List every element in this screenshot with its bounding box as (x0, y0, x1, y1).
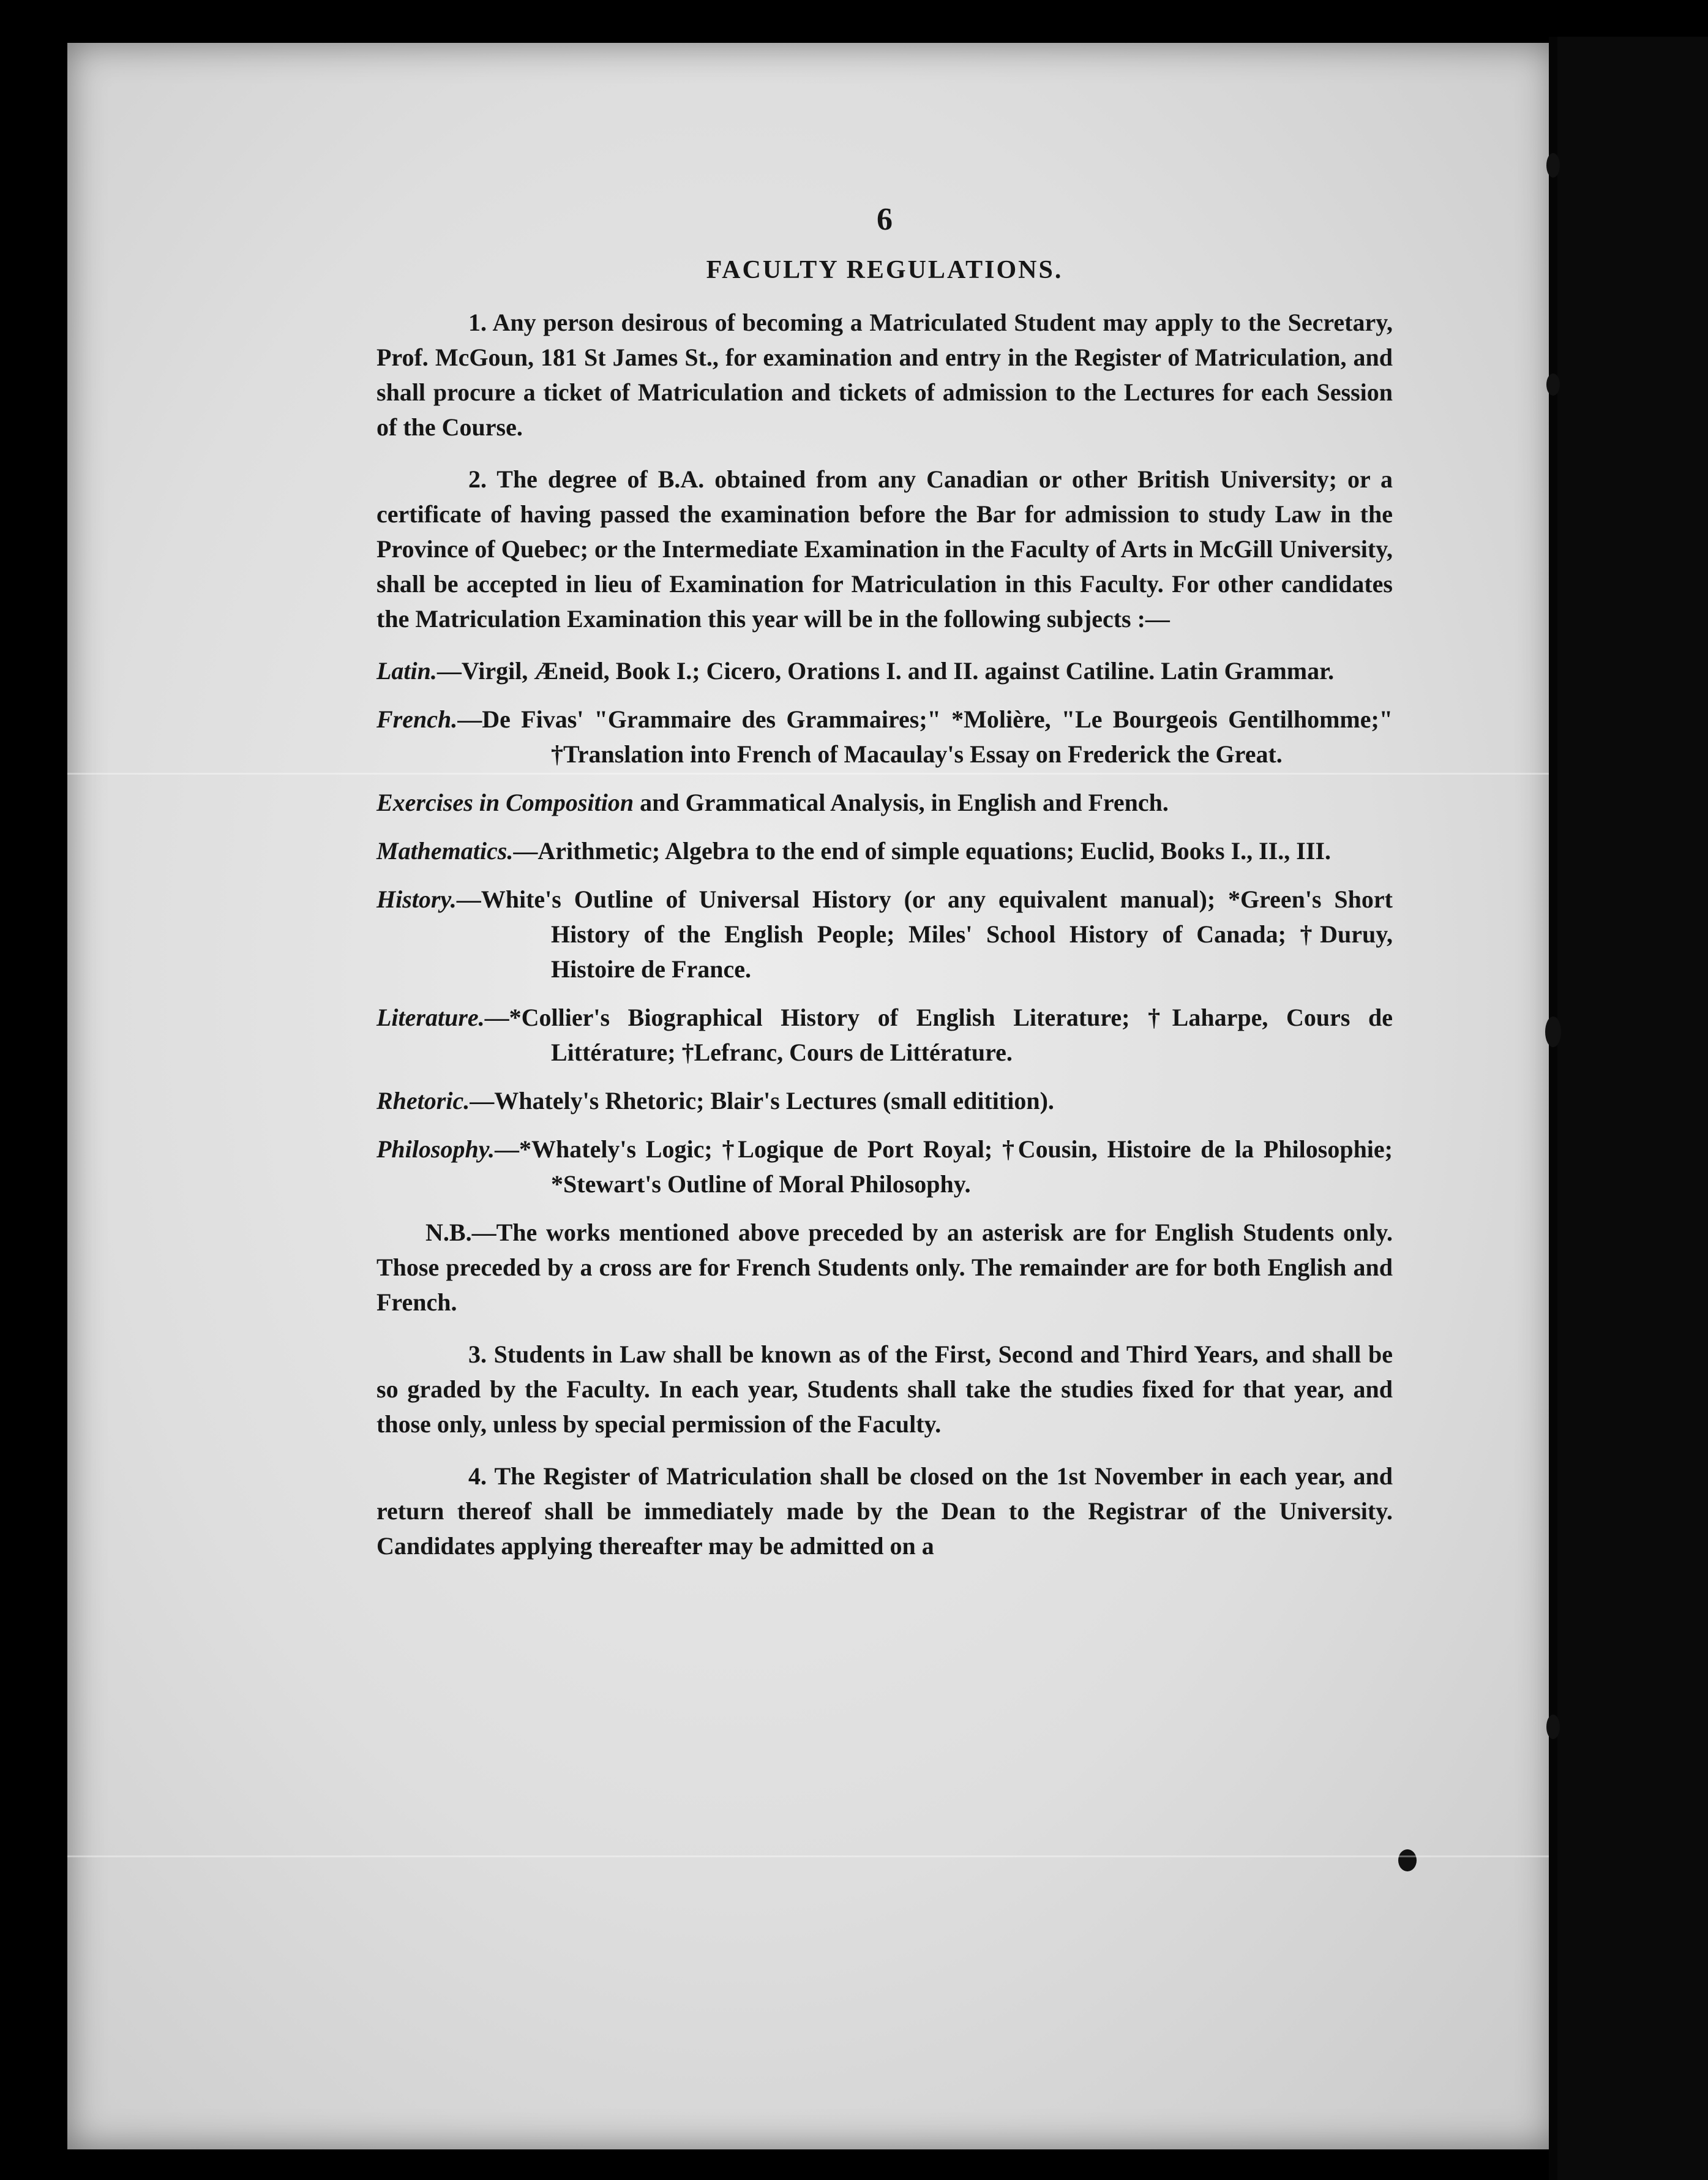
ink-blot (1546, 1715, 1560, 1739)
subject-literature (376, 1000, 1393, 1070)
subject-label: Latin. (376, 657, 437, 685)
ink-blot (1546, 374, 1560, 396)
subject-philosophy (376, 1132, 1393, 1201)
regulation-1: 1. Any person desirous of becoming a Matriculated Student may apply to the Secretary, Prof. McGoun, 181 St James St., for examination and entry in the Register of Matriculation, and shall procure a ticket of Matriculation and tickets of admission to the Lectures for each Session of the Course. (376, 309, 1393, 441)
regulation-2: 2. The degree of B.A. obtained from any Canadian or other British University; or a certificate of having passed the examination before the Bar for admission to study Law in the Province of Quebec; or the Intermediate Examination in the Faculty of Arts in McGill University, shall be accepted in lieu of Examination for Matriculation in this Faculty. For other candidates the Matriculation Examination this year will be in the following subjects :— (376, 465, 1393, 633)
subject-text: —De Fivas' "Grammaire des Grammaires;" *Molière, "Le Bourgeois Gentilhomme;" †Translation into French of Macaulay's Essay on Frederick the Great. (457, 705, 1393, 768)
subject-label: History. (376, 885, 457, 913)
ink-blot (1545, 1017, 1561, 1047)
subject-text: —*Collier's Biographical History of English Literature; †Laharpe, Cours de Littérature; †Lefranc, Cours de Littérature. (484, 1004, 1393, 1066)
subject-history (376, 882, 1393, 987)
subject-rhetoric (376, 1083, 1393, 1118)
page-content (376, 202, 1393, 1581)
subject-text: —Virgil, Æneid, Book I.; Cicero, Orations I. and II. against Catiline. Latin Grammar. (436, 657, 1335, 685)
subject-text: —Arithmetic; Algebra to the end of simple equations; Euclid, Books I., II., III. (513, 837, 1331, 865)
subject-label: Mathematics. (376, 837, 514, 865)
page-number: 6 (877, 202, 893, 237)
subject-label: Rhetoric. (376, 1087, 470, 1114)
subject-label: Literature. (376, 1004, 485, 1031)
ink-blot (1546, 153, 1560, 178)
subject-text: —Whately's Rhetoric; Blair's Lectures (small editition). (470, 1087, 1054, 1114)
scan-artifact (67, 1855, 1549, 1857)
subject-mathematics (376, 833, 1393, 868)
ink-blot (1398, 1849, 1417, 1871)
subject-label: French. (376, 705, 458, 733)
subject-label: Philosophy. (376, 1135, 495, 1163)
binding-line (1549, 37, 1557, 2180)
regulation-4: 4. The Register of Matriculation shall be closed on the 1st November in each year, and return thereof shall be immediately made by the Dean to the Registrar of the University. Candidates applying thereafter may be admitted on a (376, 1462, 1393, 1560)
subject-latin (376, 653, 1393, 688)
subject-composition (376, 785, 1393, 820)
subject-label: Exercises in Composition (376, 789, 634, 816)
subject-text: —*Whately's Logic; †Logique de Port Royal; †Cousin, Histoire de la Philosophie; *Stewart's Outline of Moral Philosophy. (495, 1135, 1393, 1198)
regulation-3: 3. Students in Law shall be known as of the First, Second and Third Years, and shall be so graded by the Faculty. In each year, Students shall take the studies fixed for that year, and those only, unless by special permission of the Faculty. (376, 1340, 1393, 1438)
subject-text: and Grammatical Analysis, in English and French. (634, 789, 1169, 816)
subject-text: —White's Outline of Universal History (or any equivalent manual); *Green's Short History of the English People; Miles' School History of Canada; †Duruy, Histoire de France. (456, 885, 1393, 983)
scan-border (1557, 37, 1708, 2180)
subject-french (376, 702, 1393, 772)
page-title: FACULTY REGULATIONS. (706, 256, 1063, 284)
nb-note: N.B.—The works mentioned above preceded by an asterisk are for English Students only. Those preceded by a cross are for French Students only. The remainder are for both English and French. (376, 1219, 1393, 1316)
